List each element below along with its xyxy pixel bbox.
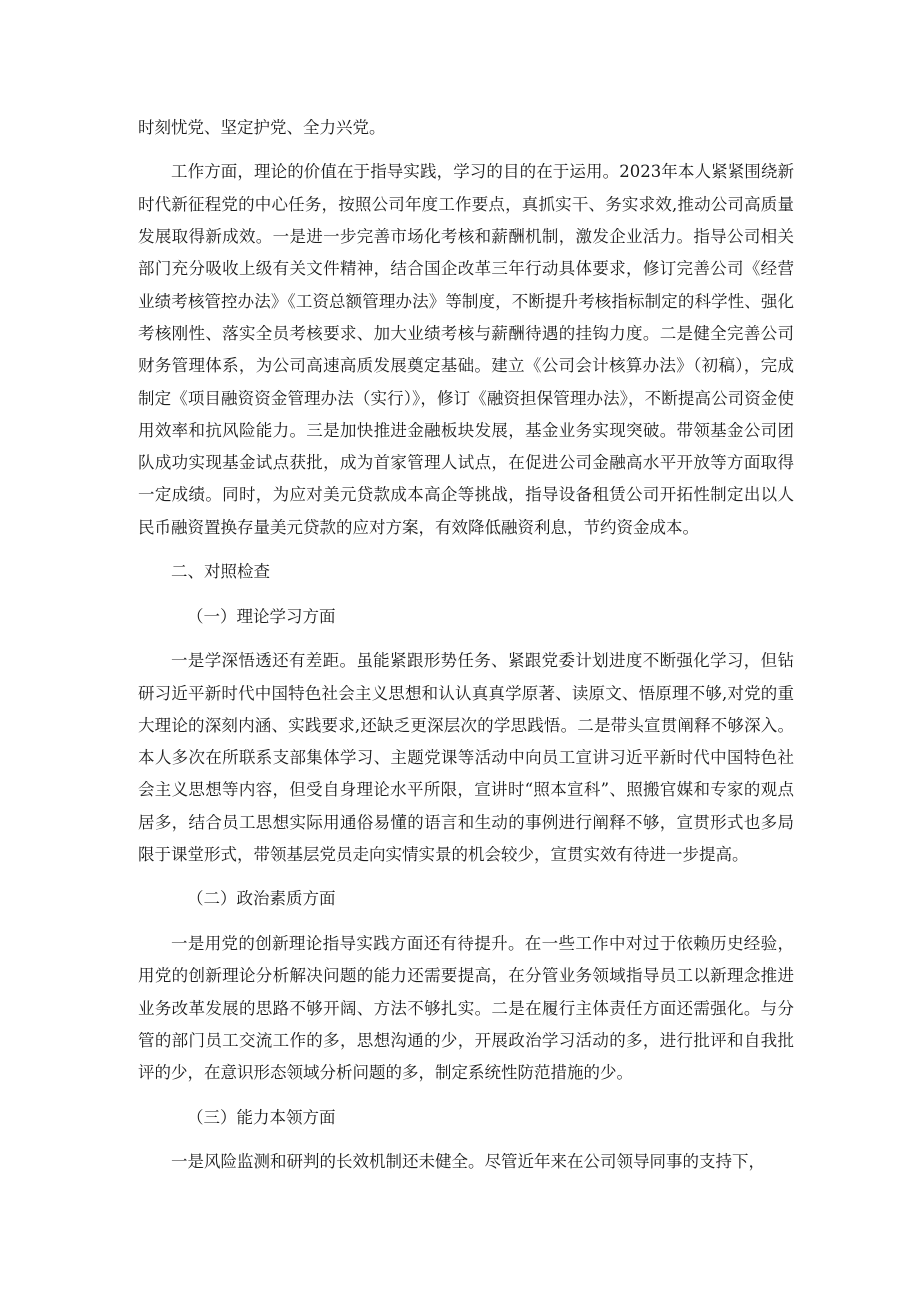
paragraph-work-aspect: 工作方面，理论的价值在于指导实践，学习的目的在于运用。2023年本人紧紧围绕新时代新征程党的中心任务，按照公司年度工作要点，真抓实干、务实求效,推动公司高质量发展取得新成效。一是进一步完善市场化考核和薪酬机制，激发企业活力。指导公司相关部门充分吸收上级有关文件精神，结合国企改革三年行动具体要求，修订完善公司《经营业绩考核管控办法》《工资总额管理办法》等制度，不断提升考核指标制定的科学性、强化考核刚性、落实全员考核要求、加大业绩考核与薪酬待遇的挂钩力度。二是健全完善公司财务管理体系，为公司高速高质发展奠定基础。建立《公司会计核算办法》（初稿），完成制定《项目融资资金管理办法（实行）》，修订《融资担保管理办法》，不断提高公司资金使用效率和抗风险能力。三是加快推进金融板块发展，基金业务实现突破。带领基金公司团队成功实现基金试点获批，成为首家管理人试点，在促进公司金融高水平开放等方面取得一定成绩。同时，为应对美元贷款成本高企等挑战，指导设备租赁公司开拓性制定出以人民币融资置换存量美元贷款的应对方案，有效降低融资利息，节约资金成本。 [138,162,794,537]
paragraph-ability: 一是风险监测和研判的长效机制还未健全。尽管近年来在公司领导同事的支持下， [171,1152,765,1172]
paragraph-continuation: 时刻忧党、坚定护党、全力兴党。 [138,118,386,137]
subheading-ability: （三）能力本领方面 [187,1107,336,1127]
subheading-theory-study: （一）理论学习方面 [187,606,336,626]
paragraph-political-quality: 一是用党的创新理论指导实践方面还有待提升。在一些工作中对过于依赖历史经验，用党的创新理论分析解决问题的能力还需要提高，在分管业务领域指导员工以新理念推进业务改革发展的思路不够开阔、方法不够扎实。二是在履行主体责任方面还需强化。与分管的部门员工交流工作的多，思想沟通的少，开展政治学习活动的多，进行批评和自我批评的少，在意识形态领域分析问题的多，制定系统性防范措施的少。 [138,933,794,1083]
subheading-political-quality: （二）政治素质方面 [187,889,336,909]
section-heading-comparison-check: 二、对照检查 [171,562,270,582]
document-body [138,112,794,1191]
paragraph-theory-study: 一是学深悟透还有差距。虽能紧跟形势任务、紧跟党委计划进度不断强化学习，但钻研习近平新时代中国特色社会主义思想和认认真真学原著、读原文、悟原理不够,对党的重大理论的深刻内涵、实践要求,还缺乏更深层次的学思践悟。二是带头宣贯阐释不够深入。本人多次在所联系支部集体学习、主题党课等活动中向员工宣讲习近平新时代中国特色社会主义思想等内容，但受自身理论水平所限，宣讲时“照本宣科”、照搬官媒和专家的观点居多，结合员工思想实际用通俗易懂的语言和生动的事例进行阐释不够，宣贯形式也多局限于课堂形式，带领基层党员走向实情实景的机会较少，宣贯实效有待进一步提高。 [138,651,794,864]
